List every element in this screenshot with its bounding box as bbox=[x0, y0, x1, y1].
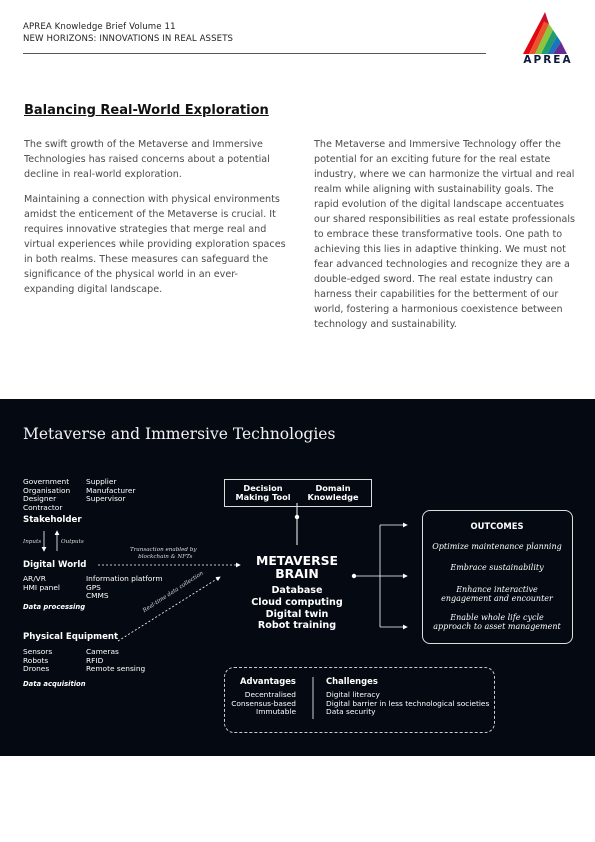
advantages-title: Advantages bbox=[240, 676, 296, 686]
list-item: Decentralised bbox=[244, 690, 296, 699]
list-item: Supplier bbox=[86, 477, 117, 486]
list-item: RFID bbox=[86, 655, 104, 665]
section-title: Balancing Real-World Exploration bbox=[24, 103, 269, 118]
list-item: Government bbox=[23, 477, 70, 486]
list-item: Digital twin bbox=[265, 608, 329, 620]
challenges-title: Challenges bbox=[326, 676, 378, 686]
outcome-item bbox=[424, 563, 570, 572]
list-item: CMMS bbox=[86, 591, 109, 601]
advantages-list bbox=[226, 691, 296, 717]
text-line: Knowledge bbox=[307, 492, 359, 503]
list-item: AR/VR bbox=[23, 574, 46, 583]
outcomes-title: OUTCOMES bbox=[470, 521, 524, 531]
diagram-panel bbox=[0, 399, 595, 756]
list-item: Drones bbox=[23, 664, 50, 674]
list-item: HMI panel bbox=[23, 582, 60, 592]
data-processing-label: Data processing bbox=[23, 603, 86, 611]
text-line: BRAIN bbox=[275, 565, 319, 581]
list-item: Data security bbox=[326, 707, 376, 717]
physical-list-left bbox=[23, 648, 52, 674]
list-item: Organisation bbox=[23, 485, 71, 495]
text-line: Domain bbox=[315, 483, 351, 493]
list-item: Sensors bbox=[23, 647, 53, 656]
stakeholder-label: Stakeholder bbox=[23, 515, 82, 525]
text-line: Optimize maintenance planning bbox=[432, 542, 562, 551]
transaction-note bbox=[130, 547, 197, 561]
header-volume: APREA Knowledge Brief Volume 11 bbox=[23, 22, 176, 32]
text-line: Embrace sustainability bbox=[450, 563, 544, 572]
paragraph: The swift growth of the Metaverse and Immersive Technologies has raised concerns about a potential decline in real-world exploration. bbox=[24, 139, 270, 180]
list-item: Cameras bbox=[86, 647, 119, 656]
inputs-label: Inputs bbox=[23, 539, 42, 545]
right-column bbox=[314, 137, 576, 342]
list-item: Manufacturer bbox=[86, 485, 136, 495]
list-item: Digital literacy bbox=[326, 690, 380, 699]
data-acquisition-label: Data acquisition bbox=[23, 680, 86, 688]
paragraph: The Metaverse and Immersive Technology offer the potential for an exciting future for the real estate industry, where we can harmonize the virtual and real realm while aligning with sustainability goals. The rapid evolution of the digital landscape accentuates our shared responsibilities as real estate professionals to embrace these transformative tools. One path to achieving this lies in adaptive thinking. We must not fear advanced technologies and recognize they are a double-edged sword. The real estate industry can harness their capabilities for the betterment of our world, fostering a harmonious coexistence between technology and sustainability. bbox=[314, 139, 576, 330]
header-rule bbox=[23, 53, 486, 54]
realtime-note: Real-time data collection bbox=[142, 570, 205, 615]
digital-list-right bbox=[86, 575, 163, 601]
list-item: Contractor bbox=[23, 502, 63, 512]
text-line: Enhance interactive bbox=[456, 585, 538, 594]
list-item: Designer bbox=[23, 494, 57, 504]
list-item: Remote sensing bbox=[86, 664, 146, 674]
header-series: NEW HORIZONS: INNOVATIONS IN REAL ASSETS bbox=[23, 34, 234, 44]
outcome-item bbox=[424, 613, 570, 631]
brain-components bbox=[238, 585, 356, 632]
decision-making-tool bbox=[228, 484, 298, 503]
digital-list-left bbox=[23, 575, 60, 592]
text-line: Enable whole life cycle bbox=[450, 613, 544, 622]
challenges-list bbox=[326, 691, 489, 717]
text-line: Making Tool bbox=[235, 492, 291, 503]
stakeholder-list-left bbox=[23, 478, 70, 512]
list-item: Supervisor bbox=[86, 494, 126, 504]
list-item: GPS bbox=[86, 582, 101, 592]
header bbox=[23, 21, 233, 45]
outcome-item bbox=[424, 585, 570, 603]
paragraph: Maintaining a connection with physical environments amidst the enticement of the Metaverse is crucial. It requires innovative strategies that merge real and virtual experiences while providing exploration spaces in both realms. These measures can safeguard the significance of the physical world in an ever-expanding digital landscape. bbox=[24, 194, 286, 295]
physical-list-right bbox=[86, 648, 145, 674]
digital-world-label: Digital World bbox=[23, 560, 87, 570]
outputs-label: Outputs bbox=[61, 539, 84, 545]
list-item: Consensus-based bbox=[231, 698, 296, 708]
metaverse-brain-title bbox=[244, 555, 350, 580]
list-item: Database bbox=[271, 585, 323, 596]
list-item: Robot training bbox=[257, 620, 337, 632]
text-line: Decision bbox=[243, 483, 283, 493]
note-line: Transaction enabled by bbox=[130, 547, 197, 553]
text-line: METAVERSE bbox=[255, 553, 338, 568]
stakeholder-list-right bbox=[86, 478, 136, 504]
diagram-title: Metaverse and Immersive Technologies bbox=[23, 425, 336, 443]
left-column bbox=[24, 137, 286, 307]
list-item: Immutable bbox=[256, 707, 296, 717]
logo-wordmark: APREA bbox=[523, 54, 573, 66]
note-line: blockchain & NFTs bbox=[138, 554, 193, 560]
text-line: approach to asset management bbox=[433, 622, 561, 631]
list-item: Digital barrier in less technological societies bbox=[326, 698, 490, 708]
physical-equipment-label: Physical Equipment bbox=[23, 632, 119, 642]
domain-knowledge bbox=[298, 484, 368, 503]
outcome-item bbox=[424, 542, 570, 551]
text-line: engagement and encounter bbox=[441, 594, 553, 603]
list-item: Cloud computing bbox=[251, 596, 343, 608]
list-item: Information platform bbox=[86, 574, 163, 583]
list-item: Robots bbox=[23, 655, 49, 665]
